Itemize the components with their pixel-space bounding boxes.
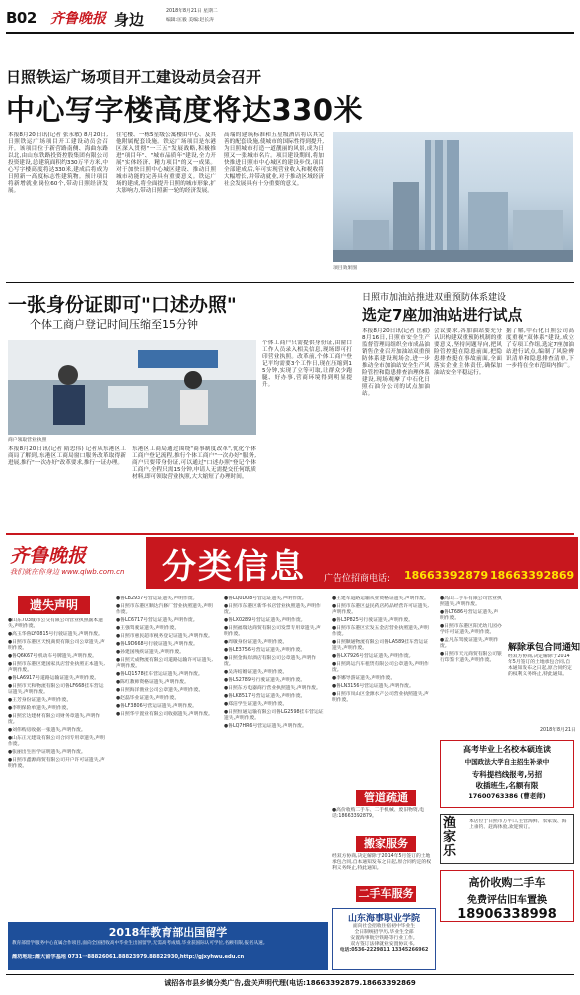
- lost-notice-item: ●山东703城市公交有限公司营业执照副本遗失,声明作废。: [8, 618, 103, 629]
- study-abroad-title: 2018年教育部出国留学: [108, 926, 228, 939]
- used-car-ad: [440, 870, 574, 922]
- classified-banner: [6, 533, 574, 589]
- lost-notice-item: ●孙建国残疾证遗失,声明作废。: [116, 650, 185, 655]
- lost-notice-item: ●李娜导游证遗失,声明作废。: [332, 676, 396, 681]
- classified-logo: 齐鲁晚报: [10, 545, 87, 567]
- id-photo: [8, 340, 256, 435]
- page-number: B02: [6, 9, 37, 27]
- shandong-school-line1: 面向社会招收住宿初中毕业生: [352, 924, 416, 929]
- lost-notice-item: ●孟凡东驾驶证遗失,声明作废。: [440, 638, 499, 649]
- lost-notice-item: ●鲁LE3756号营运证遗失,声明作废。: [224, 648, 306, 653]
- section-name: 身边: [114, 11, 145, 29]
- moving-service-heading: 搬家服务: [356, 836, 416, 852]
- skyscraper-rendering-icon: [333, 132, 573, 262]
- classified-title: 分类信息: [162, 547, 306, 587]
- lead-body-col2: 住宅楼、一栋5星级公寓楼由中心、及其他附属配套设施。铁运广场项目是东港区深入贯彻"一三五"发展战略,积极推进"项目年"、"城市品质年"建设,全力开展"实体经济、精力项目"的又一成果。对于加快日照中心城区建设、推动日照城市功能的完善具有重要意义。铁运广场的建成,将全面提升日照的城市形象,扩大影响力,带动日照新一轮的经济发展。: [116, 132, 216, 194]
- lost-notice-item: ●日照鸿运汽车租赁有限公司公章遗失,声明作废。: [332, 662, 429, 673]
- study-abroad-body: 教育部留学服务中心直属合作项目,面向全国招收高中毕业生出国留学,无需高考成绩,毕业获国际认可学位,名额有限,报名从速。: [12, 941, 268, 946]
- lost-notice-item: ●日照市东港区宏发五金店营业执照遗失,声明作废。: [332, 626, 429, 637]
- lost-notice-item: ●鲁L3P825号行驶证遗失,声明作废。: [332, 618, 414, 623]
- lost-notice-item: ●日照市东港区新华书店营业执照遗失,声明作废。: [224, 604, 321, 615]
- lost-notice-item: ●日照市天和物流有限公司鲁LF668挂车营运证遗失,声明作废。: [8, 684, 104, 695]
- school-ad-phone: 17600763386 (曹老师): [468, 792, 546, 800]
- lost-notice-item: ●日照海洋渔业公司公章遗失,声明作废。: [116, 688, 204, 693]
- lost-notice-item: ●鲁LK8517号营运证遗失,声明作废。: [224, 694, 306, 699]
- shandong-school-line4: 双方签订法律就业安置协议书。: [350, 942, 418, 947]
- classified-title-block: [146, 537, 578, 589]
- lost-notice-item: ●日照市天元商贸有限公司银行印鉴卡遗失,声明作废。: [440, 652, 502, 663]
- issue-date: 2018年8月21日 星期二: [166, 9, 218, 14]
- school-ad: [440, 740, 574, 808]
- lost-notice-item: ●王建军道路运输从业资格证遗失,声明作废。: [332, 596, 429, 601]
- lost-notice-col3: [224, 596, 324, 918]
- hotline-phone-1: 18663392879: [404, 569, 489, 582]
- gas-kicker: 日照市加油站推进双重预防体系建设: [362, 293, 507, 303]
- shandong-school-title: 山东海事职业学院: [347, 914, 420, 924]
- lost-notice-item: ●日照顺通物流有限公司鲁LA589挂车营运证遗失,声明作废。: [332, 640, 429, 651]
- lost-notice-item: ●日照天成物流有限公司道路运输许可证遗失,声明作废。: [116, 658, 213, 669]
- lost-notice-item: ●高玉华鲁LY0815号行驶证遗失,声明作废。: [8, 632, 103, 637]
- study-abroad-ad: [8, 922, 328, 970]
- lost-notice-item: ●鲁LN3156号营运证遗失,声明作废。: [332, 684, 414, 689]
- lost-notice-item: ●鲁LT686号营运证遗失,声明作废。: [440, 610, 499, 621]
- lost-notice-heading: 遗失声明: [18, 596, 90, 614]
- lost-notice-item: ●王芳身份证遗失,声明作废。: [8, 698, 72, 703]
- moving-service-body: 经双方协商,决定解除于2014年5月签订的土地承包合同,自本通知发布之日起,原合同约定的权利义务终止,特此通知。: [332, 854, 431, 871]
- lost-notice-item: ●日照福瑞达商贸有限公司发票专用章遗失,声明作废。: [224, 626, 321, 637]
- lost-notice-item: ●日照市东港区顺达汽修厂营业执照遗失,声明作废。: [116, 604, 213, 615]
- contract-notice-title: 解除承包合同通知: [508, 643, 580, 653]
- lead-body-col1: 本报8月20日讯(记者 张永敏) 8月20日,日照铁运广场项目开工建设动员会召开。该项目位于新营路南侧、海曲东路以北,由山东铁路投资控股集团有限公司投资建设,总建筑面积约330万平方米,中心写字楼高度将达330米,建成后将成为日照新一高度标志性建筑物。预计项目将新增就业岗位60个,带动日照经济发展。: [8, 132, 108, 194]
- school-ad-line3: 收插班生,名额有限: [475, 781, 539, 790]
- lost-notice-item: ●吴涛结婚证遗失,声明作废。: [224, 670, 288, 675]
- lost-notice-item: ●高山二手车有限公司营业执照遗失,声明作废。: [440, 596, 502, 607]
- masthead-rule: [6, 32, 574, 34]
- lost-notice-item: ●陈红教师资格证遗失,声明作废。: [116, 680, 189, 685]
- shandong-school-line3: 安置海事航空铁路等行业工作。: [350, 936, 418, 941]
- lost-notice-item: ●鲁LQ7HR6号营运证遗失,声明作废。: [224, 724, 307, 729]
- lost-notice-item: ●鲁LQ0D08号营运证遗失,声明作废。: [224, 596, 307, 601]
- footer-rule: [6, 974, 574, 975]
- lost-notice-col4: [332, 596, 432, 782]
- lost-notice-item: ●鲁LQ1578挂车营运证遗失,声明作废。: [116, 672, 203, 677]
- lost-notice-item: ●鲁LC6717号营运证遗失,声明作废。: [116, 618, 198, 623]
- lost-notice-item: ●郑洁学生证遗失,声明作废。: [224, 702, 288, 707]
- lost-notice-item: ●刘伟购房收据一张遗失,声明作废。: [8, 728, 86, 733]
- lost-notice-item: ●鲁L9D668号行驶证遗失,声明作废。: [116, 642, 198, 647]
- lost-notice-item: ●鲁LX0289号营运证遗失,声明作废。: [224, 618, 306, 623]
- school-ad-line2: 专科提档线报考,另招: [471, 770, 543, 779]
- used-car-service-heading: 二手车服务: [356, 886, 416, 902]
- lost-notice-item: ●王强驾驶证遗失,声明作废。: [116, 626, 180, 631]
- page-footer: 诚招各市县乡镇分类广告,盘关声明代理(电话:18663392879.18663392869: [164, 979, 416, 987]
- id-body-col2: 东港区工商局通过围绕"商事制度改革",优化个体工商户登记流程,推行个体工商户"一次办好"服务,商户只要带身份证,可以通过"口述办照"登记个体工商户,全程只需15分钟,申请人无需提交任何纸质材料,即可领取营业执照,大大缩短了办理时间。: [132, 446, 256, 480]
- shandong-school-ad: [332, 908, 436, 970]
- lost-notice-item: ●日照市东港区建国家具店营业执照正本遗失,声明作废。: [8, 662, 105, 673]
- lost-notice-item: ●鲁LX7926号营运证遗失,声明作废。: [332, 654, 414, 659]
- masthead: [6, 6, 574, 32]
- lost-notice-item: ●日照市鑫源商贸有限公司开户许可证遗失,声明作废。: [8, 758, 105, 769]
- lost-notice-item: ●鲁LB2937号营运证遗失,声明作废。: [116, 596, 198, 601]
- lead-body-col3: 高端的建筑标准和五星级酒店将以其完善的配套设施,使城市的国际性得到提升,为日照城市打造一道靓丽的风景,成为日照又一张城市名片。项目建设期间,将加快推进日照市中心城区的建设步伐,项目全部建成后,年可实现营业收入和税收将大幅增长,并带动就业,对于推动区域经济社会发展具有十分重要的意义。: [224, 132, 324, 187]
- lost-notice-item: ●日照东方电器商行营业执照遗失,声明作废。: [224, 686, 321, 691]
- paper-logo: 齐鲁晚报: [50, 11, 106, 27]
- hotline-label: 广告位招商电话:: [324, 574, 391, 584]
- lost-notice-item: ●日照市东港区益民药店药品经营许可证遗失,声明作废。: [332, 604, 429, 615]
- contract-notice-body: 经双方协商,决定解除于2014年5月签订的土地承包合同,自本通知发布之日起,原合同约定的权利义务终止,特此通知。: [508, 654, 572, 677]
- contract-notice-date: 2018年8月21日: [540, 728, 576, 733]
- lost-notice-item: ●日照华宇置业有限公司收据遗失,声明作废。: [116, 712, 213, 717]
- lost-notice-item: ●赵磊毕业证遗失,声明作废。: [116, 696, 180, 701]
- school-ad-title: 高考毕业上名校本硕连读: [463, 745, 551, 754]
- section-rule: [6, 282, 574, 283]
- hotline-phone-2: 18663392869: [490, 569, 575, 582]
- gas-body-col3: 据了解,中石化日照公司高度重视"双体系"建设,成立了专项工作组,选定7座加油站进行试点,编制了风险辨识清单和隐患排查清单,下一步将在全市范围内推广。: [506, 328, 574, 369]
- id-subhead: 个体工商户登记时间压缩至15分钟: [30, 318, 198, 331]
- lost-notice-item: ●鲁LF3806号营运证遗失,声明作废。: [116, 704, 197, 709]
- lost-notice-item: ●日照市惠民超市税务登记证遗失,声明作废。: [116, 634, 213, 639]
- lost-notice-item: ●李明保险单遗失,声明作废。: [8, 706, 72, 711]
- yujiale-name: 渔家乐: [443, 816, 457, 859]
- gas-headline: 选定7座加油站进行试点: [362, 306, 523, 324]
- lead-photo-caption: 项目效果图: [333, 266, 357, 271]
- yujiale-text: 本店位于日照市万平口,主营海鲜、农家饭、海上垂钓、赶海体验,欢迎预订。: [469, 819, 567, 830]
- lost-notice-col5: [440, 596, 502, 686]
- id-body-col1: 本报8月20日讯(记者 隋忠伟) 记者从东港区工商局了解到,东港区工商局窗口服务改革取得新进展,推行"一次办好"改革要求,推行一证办理。: [8, 446, 126, 466]
- lost-notice-col1: [8, 618, 108, 918]
- lost-notice-item: ●日照市东港区天悦商贸有限公司公章遗失,声明作废。: [8, 640, 105, 651]
- classified-logo-sub: 我们就在你身边 www.qlwb.com.cn: [10, 568, 125, 576]
- lost-notice-item: ●日照宏达建材有限公司财务章遗失,声明作废。: [8, 714, 101, 725]
- lead-photo: [333, 132, 573, 262]
- pipe-service-body: ●高价收购二手车、二手机械、废旧物资,电话:18663392879。: [332, 808, 425, 819]
- lost-notice-item: ●日照金海岸酒店有限公司公章遗失,声明作废。: [224, 656, 317, 667]
- gas-body-col2: 会议要求,各加油站要充分认识构建双重预防机制的重要意义,坚持问题导向,把风险管控挺在隐患前面,把隐患排查挺在事故前面,全面落实企业主体责任,确保加油站安全平稳运行。: [434, 328, 502, 376]
- lost-notice-item: ●张丽出生医学证明遗失,声明作废。: [8, 750, 86, 755]
- used-car-ad-line: 免费评估旧车置换: [467, 895, 547, 906]
- lead-headline: 中心写字楼高度将达330米: [6, 93, 364, 127]
- lost-notice-item: ●日照市岚山区金源水产公司营业执照遗失,声明作废。: [332, 692, 429, 703]
- editors-credit: 编辑:匡毅 美编:赵长涛: [166, 18, 214, 23]
- lead-kicker: 日照铁运广场项目开工建设动员会召开: [6, 68, 262, 86]
- used-car-ad-phone: 18906338998: [457, 907, 557, 922]
- yujiale-ad: [440, 814, 574, 864]
- school-ad-line1: 中国政法大学自主招生补录中: [464, 758, 550, 766]
- id-photo-caption: 商户领取营业执照: [8, 438, 47, 443]
- lost-notice-item: ●山东正元建设有限公司合同专用章遗失,声明作废。: [8, 736, 105, 747]
- lost-notice-item: ●鲁LA6917号道路运输证遗失,声明作废。: [8, 676, 100, 681]
- id-body-col3: 个体工商户只需提供身份证,由窗口工作人员录入相关信息,现场即可打印营业执照。改革前,个体工商户登记平均需要3个工作日,现在压缩到15分钟,实现了立等可取,让群众少跑腿、好办事,营商环境得到明显提升。: [262, 340, 352, 388]
- pipe-service-heading: 管道疏通: [356, 790, 416, 806]
- used-car-ad-title: 高价收购二手车: [468, 876, 546, 889]
- gas-body-col1: 本报8月20日讯(记者 匡毅) 8月16日,日照市安全生产监督管理局组织全市成品油销售企业召开加油站双重预防体系建设现场会,进一步推动全市加油站安全生产风险管控和隐患排查治理体系建设,现场观摩了中石化日照石油分公司的试点加油站。: [362, 328, 430, 397]
- lost-notice-item: ●鲁Q6K67号机动车号牌遗失,声明作废。: [8, 654, 97, 659]
- lost-notice-item: ●日照恒通运输有限公司鲁LG2598挂车营运证遗失,声明作废。: [224, 710, 324, 721]
- lost-notice-col2: [116, 596, 216, 918]
- lost-notice-item: ●鲁LS2789号行驶证遗失,声明作废。: [224, 678, 306, 683]
- lost-notice-item: ●周敏身份证遗失,声明作废。: [224, 640, 288, 645]
- lost-notice-item: ●日照市东港区阳光幼儿园办学许可证遗失,声明作废。: [440, 624, 502, 635]
- shandong-school-line2: 全日制统招学历,毕业生全部: [354, 930, 414, 935]
- id-headline: 一张身份证即可"口述办照": [8, 294, 237, 316]
- study-abroad-contact: 潍坊地址:潍大留学基地 0731一88826061.88823979.88822930,http://gjxyhwu.edu.cn: [12, 954, 245, 960]
- service-window-photo-icon: [8, 340, 256, 435]
- shandong-school-phone: 电话:0536-2229811 13345266962: [339, 948, 429, 953]
